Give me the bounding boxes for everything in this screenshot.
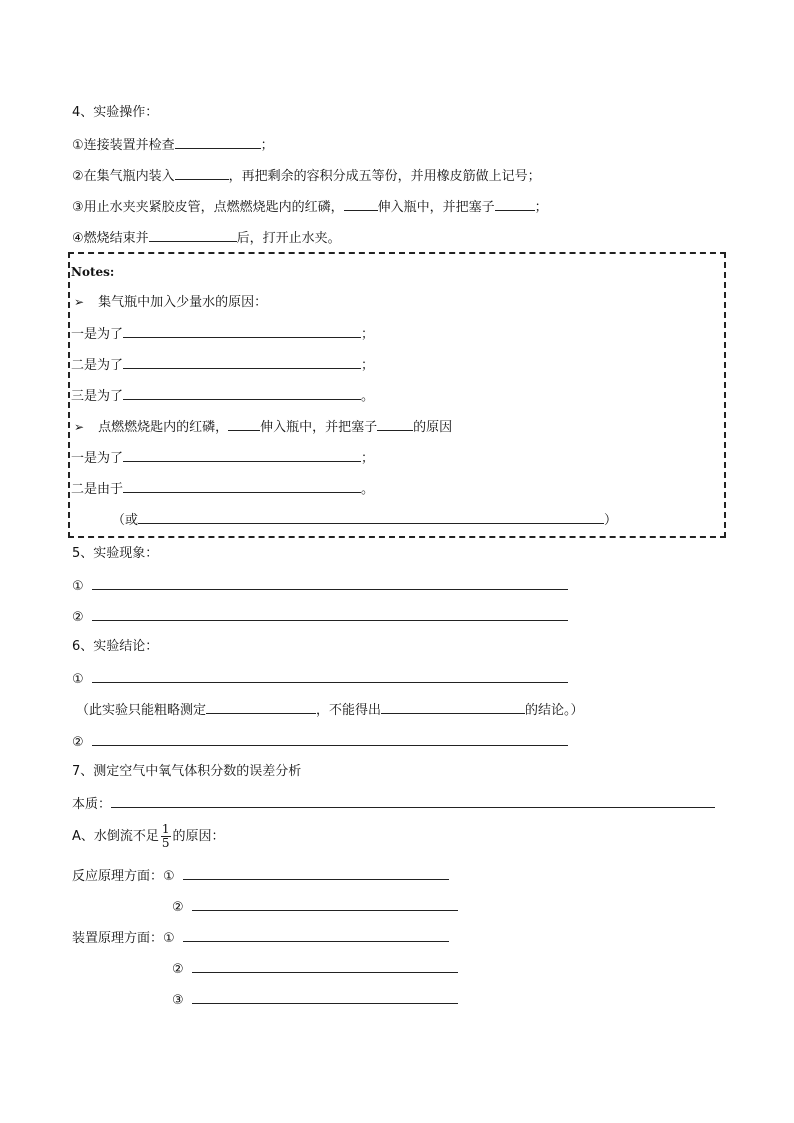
notes-question-1: ➢ 集气瓶中加入少量水的原因：: [74, 295, 268, 310]
section-5-title: 5、实验现象：: [72, 546, 159, 561]
step-4: ④燃烧结束并 后，打开止水夹。: [72, 231, 341, 246]
notes-reason-1: 一是为了 ；: [71, 327, 375, 342]
conclusion-note: （此实验只能粗略测定 ，不能得出 的结论。）: [76, 703, 584, 718]
reaction-principle-2: ②: [172, 898, 458, 916]
blank-essence[interactable]: [111, 795, 715, 808]
blank-device-3[interactable]: [192, 991, 458, 1004]
blank-reaction-2[interactable]: [192, 898, 458, 911]
blank-reason-2[interactable]: [123, 356, 361, 369]
phenomenon-2: ②: [72, 608, 568, 626]
conclusion-2: ②: [72, 733, 568, 751]
blank-device-2[interactable]: [192, 960, 458, 973]
conclusion-1: ①: [72, 670, 568, 688]
blank-reason-1[interactable]: [123, 325, 361, 338]
blank-roughly-measure[interactable]: [206, 701, 316, 714]
blank-reason-5[interactable]: [123, 480, 361, 493]
notes-question-2: ➢ 点燃燃烧匙内的红磷， 伸入瓶中，并把塞子 的原因: [74, 420, 453, 435]
blank-alternative[interactable]: [138, 511, 604, 524]
arrow-bullet-icon: ➢: [74, 420, 85, 434]
step-3: ③用止水夹夹紧胶皮管，点燃燃烧匙内的红磷， 伸入瓶中，并把塞子 ；: [72, 200, 548, 215]
fraction-one-fifth: $\frac{1}{5}$: [161, 822, 170, 850]
device-principle-1: 装置原理方面：①: [72, 929, 449, 947]
device-principle-3: ③: [172, 991, 458, 1009]
blank-reaction-1[interactable]: [183, 867, 449, 880]
blank-reason-3[interactable]: [123, 387, 361, 400]
blank-check-item[interactable]: [175, 136, 261, 149]
step-1: ①连接装置并检查 ；: [72, 138, 274, 153]
blank-insert-manner[interactable]: [344, 198, 378, 211]
notes-reason-5: 二是由于 。: [71, 482, 375, 497]
blank-stopper-manner-2[interactable]: [377, 418, 413, 431]
section-7-title: 7、测定空气中氧气体积分数的误差分析: [72, 764, 302, 779]
blank-device-1[interactable]: [183, 929, 449, 942]
blank-reason-4[interactable]: [123, 449, 361, 462]
arrow-bullet-icon: ➢: [74, 295, 85, 309]
blank-phenomenon-2[interactable]: [92, 608, 568, 621]
blank-conclusion-1[interactable]: [92, 670, 568, 683]
reason-a-line: A、水倒流不足 $\frac{1}{5}$ 的原因：: [72, 822, 225, 850]
blank-stopper-manner[interactable]: [495, 198, 535, 211]
blank-conclusion-2[interactable]: [92, 733, 568, 746]
notes-reason-2: 二是为了 ；: [71, 358, 375, 373]
blank-after-combustion[interactable]: [149, 229, 237, 242]
notes-reason-4: 一是为了 ；: [71, 451, 375, 466]
section-6-title: 6、实验结论：: [72, 639, 159, 654]
blank-cannot-conclude[interactable]: [381, 701, 525, 714]
essence-line: 本质：: [72, 795, 715, 813]
notes-reason-3: 三是为了 。: [71, 389, 375, 404]
notes-alternative: （或 ）: [112, 513, 618, 528]
blank-phenomenon-1[interactable]: [92, 577, 568, 590]
blank-insert-manner-2[interactable]: [228, 418, 260, 431]
device-principle-2: ②: [172, 960, 458, 978]
notes-title: Notes:: [71, 265, 115, 279]
step-2: ②在集气瓶内装入 ，再把剩余的容积分成五等份，并用橡皮筋做上记号；: [72, 169, 541, 184]
blank-fill-content[interactable]: [175, 167, 229, 180]
section-4-title: 4、实验操作：: [72, 105, 159, 120]
phenomenon-1: ①: [72, 577, 568, 595]
reaction-principle-1: 反应原理方面：①: [72, 867, 449, 885]
